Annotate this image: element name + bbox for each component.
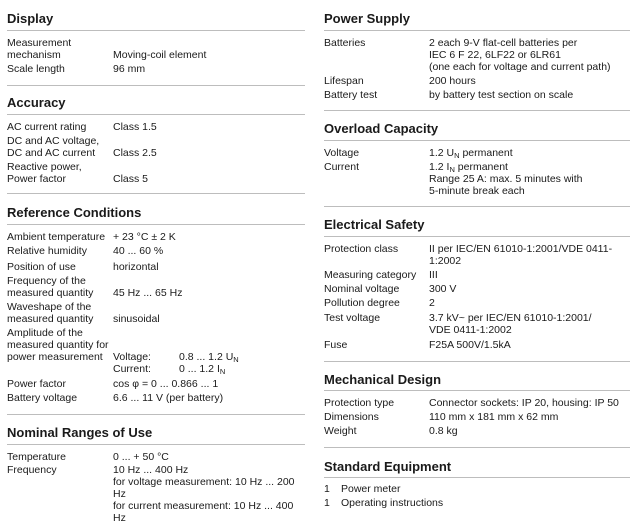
spec-value: 96 mm (113, 63, 146, 75)
spec-value: 0 ... + 50 °C (113, 451, 169, 463)
spec-value: cos φ = 0 ... 0.866 ... 1 (113, 378, 219, 390)
spec-value (429, 147, 513, 160)
spec-label: Lifespan (324, 75, 364, 87)
spec-label: Nominal voltage (324, 283, 400, 295)
spec-label: Battery test (324, 89, 378, 101)
spec-label: Amplitude of the measured quantity for power measurement (7, 327, 109, 363)
spec-label: Current (324, 161, 360, 173)
spec-label: Dimensions (324, 411, 379, 423)
spec-value: sinusoidal (113, 313, 160, 325)
spec-label: Reactive power, Power factor (7, 161, 82, 185)
spec-label: Battery voltage (7, 392, 78, 404)
current-value: 0 ... 1.2 I (179, 363, 220, 375)
divider (324, 477, 630, 478)
spec-label: Protection class (324, 243, 399, 255)
voltage-value: 1.2 U (429, 147, 455, 159)
spec-label: Batteries (324, 37, 366, 49)
spec-label: Position of use (7, 261, 76, 273)
divider (324, 361, 630, 362)
spec-label: Measurement mechanism (7, 37, 72, 61)
spec-label: Fuse (324, 339, 348, 351)
spec-value: 3.7 kV~ per IEC/EN 61010-1:2001/ VDE 0411-1:2002 (429, 312, 592, 336)
spec-label: AC current rating (7, 121, 87, 133)
spec-label: Measuring category (324, 269, 417, 281)
spec-value: Class 1.5 (113, 121, 157, 133)
spec-value: Class 5 (113, 173, 149, 185)
spec-value: 6.6 ... 11 V (per battery) (113, 392, 224, 404)
item-qty: 1 (324, 497, 330, 509)
divider (324, 30, 630, 31)
spec-label: Pollution degree (324, 297, 400, 309)
divider (324, 140, 630, 141)
section-title-mechanical: Mechanical Design (324, 372, 442, 387)
spec-label: Weight (324, 425, 357, 437)
current-subscript: N (219, 367, 226, 376)
divider (324, 236, 630, 237)
spec-label: Frequency (7, 464, 57, 476)
spec-value-extra: Range 25 A: max. 5 minutes with 5-minute break each (429, 173, 583, 197)
spec-value: 10 Hz ... 400 Hz for voltage measurement: 10 Hz ... 200 Hz for current measurement: 10 Hz ... 400 Hz (113, 464, 295, 524)
spec-label: Relative humidity (7, 245, 87, 257)
spec-value: by battery test section on scale (429, 89, 574, 101)
divider (7, 224, 305, 225)
spec-label: Frequency of the measured quantity (7, 275, 94, 299)
spec-label: Test voltage (324, 312, 381, 324)
spec-value: 200 hours (429, 75, 476, 87)
spec-value: 2 each 9-V flat-cell batteries per IEC 6 F 22, 6LF22 or 6LR61 (one each for voltage and current path) (429, 37, 611, 73)
spec-label: Protection type (324, 397, 395, 409)
spec-label: Waveshape of the measured quantity (7, 301, 94, 325)
spec-value: 45 Hz ... 65 Hz (113, 287, 183, 299)
spec-value: III (429, 269, 438, 281)
divider (324, 390, 630, 391)
section-title-overload: Overload Capacity (324, 121, 439, 136)
divider (7, 85, 305, 86)
voltage-suffix: permanent (459, 147, 513, 159)
divider (7, 193, 305, 194)
spec-value: F25A 500V/1.5kA (429, 339, 511, 351)
spec-value: 0.8 kg (429, 425, 458, 437)
item-label: Power meter (341, 483, 401, 495)
section-title-nominal: Nominal Ranges of Use (7, 425, 153, 440)
spec-label: Ambient temperature (7, 231, 106, 243)
section-title-power-supply: Power Supply (324, 11, 410, 26)
spec-label: Power factor (7, 378, 66, 390)
divider (324, 447, 630, 448)
current-subscript: N (449, 165, 455, 174)
item-label: Operating instructions (341, 497, 444, 509)
spec-value: + 23 °C ± 2 K (113, 231, 176, 243)
spec-value: 300 V (429, 283, 457, 295)
voltage-value: 0.8 ... 1.2 U (179, 351, 234, 363)
current-value: 1.2 I (429, 161, 450, 173)
section-title-display: Display (7, 11, 54, 26)
section-title-safety: Electrical Safety (324, 217, 425, 232)
spec-value: horizontal (113, 261, 159, 273)
divider (324, 206, 630, 207)
current-suffix: permanent (454, 161, 508, 173)
spec-value: Class 2.5 (113, 147, 157, 159)
section-title-reference: Reference Conditions (7, 205, 142, 220)
divider (324, 110, 630, 111)
spec-value: 40 ... 60 % (113, 245, 164, 257)
spec-value-current (113, 363, 225, 376)
voltage-subscript: N (233, 355, 239, 364)
divider (7, 414, 305, 415)
spec-label: DC and AC voltage, DC and AC current (7, 135, 100, 159)
divider (7, 30, 305, 31)
spec-value: Moving-coil element (113, 49, 207, 61)
spec-value: 110 mm x 181 mm x 62 mm (429, 411, 559, 423)
voltage-label: Voltage: (113, 351, 151, 363)
spec-value: II per IEC/EN 61010-1:2001/VDE 0411- 1:2002 (429, 243, 613, 267)
section-title-accuracy: Accuracy (7, 95, 66, 110)
voltage-subscript: N (454, 151, 460, 160)
item-qty: 1 (324, 483, 330, 495)
divider (7, 444, 305, 445)
spec-value: 2 (429, 297, 435, 309)
spec-label: Temperature (7, 451, 66, 463)
spec-value: Connector sockets: IP 20, housing: IP 50 (429, 397, 619, 409)
spec-label: Voltage (324, 147, 360, 159)
divider (7, 114, 305, 115)
spec-label: Scale length (7, 63, 65, 75)
section-title-standard: Standard Equipment (324, 459, 452, 474)
current-label: Current: (113, 363, 151, 375)
